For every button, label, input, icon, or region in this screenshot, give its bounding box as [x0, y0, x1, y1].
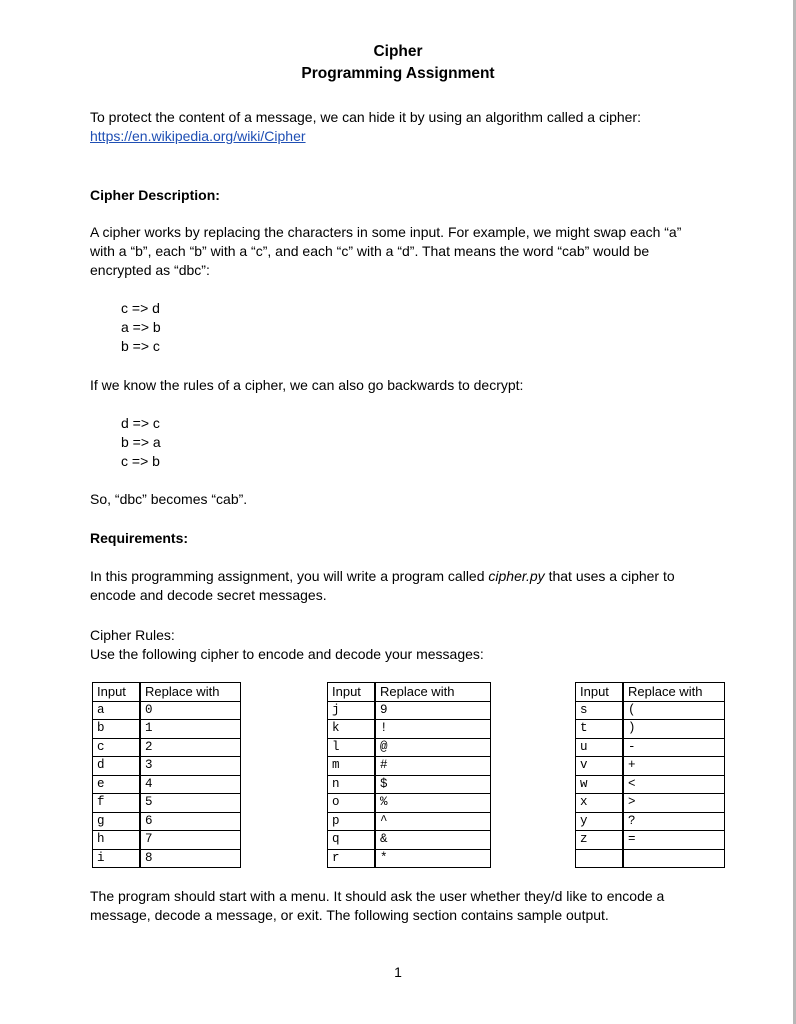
cipher-table-j-r: [327, 682, 491, 868]
input-char: j: [328, 701, 376, 720]
input-char: s: [576, 701, 624, 720]
encrypt-rules: [121, 299, 161, 356]
rule-line: a => b: [121, 319, 161, 335]
document-subtitle: Programming Assignment: [301, 65, 495, 82]
closing-line: The program should start with a menu. It should ask the user whether they/d like to encode a: [90, 888, 665, 904]
table-row: [576, 738, 725, 757]
rule-line: b => a: [121, 434, 161, 450]
table-row: [576, 775, 725, 794]
table-row: [328, 720, 491, 739]
table-row: [93, 757, 241, 776]
replacement-char: =: [623, 831, 725, 850]
rule-line: d => c: [121, 415, 160, 431]
input-char: y: [576, 812, 624, 831]
document-title: Cipher: [373, 43, 423, 60]
description-line: A cipher works by replacing the characters in some input. For example, we might swap each “a”: [90, 224, 682, 240]
replacement-char: ^: [375, 812, 491, 831]
table-row: [328, 831, 491, 850]
input-char: k: [328, 720, 376, 739]
decrypt-intro: If we know the rules of a cipher, we can also go backwards to decrypt:: [90, 377, 524, 393]
table-row: [93, 812, 241, 831]
table-header-row: [576, 683, 725, 702]
replacement-char: -: [623, 738, 725, 757]
input-char: m: [328, 757, 376, 776]
closing-line: message, decode a message, or exit. The following section contains sample output.: [90, 907, 609, 923]
table-row: [328, 812, 491, 831]
replacement-char: (: [623, 701, 725, 720]
description-paragraph: [90, 223, 730, 280]
replacement-char: *: [375, 849, 491, 868]
table-row: [328, 738, 491, 757]
replacement-char: [623, 849, 725, 868]
wikipedia-link[interactable]: https://en.wikipedia.org/wiki/Cipher: [90, 128, 306, 144]
input-char: a: [93, 701, 141, 720]
table-header-row: [328, 683, 491, 702]
input-char: p: [328, 812, 376, 831]
table-row: [93, 775, 241, 794]
requirements-paragraph: [90, 567, 730, 605]
header-replace-with: Replace with: [140, 683, 241, 702]
replacement-char: #: [375, 757, 491, 776]
rule-line: c => b: [121, 453, 160, 469]
input-char: c: [93, 738, 141, 757]
description-line: with a “b”, each “b” with a “c”, and each “c” with a “d”. That means the word “cab” would be: [90, 243, 650, 259]
replacement-char: !: [375, 720, 491, 739]
input-char: e: [93, 775, 141, 794]
replacement-char: >: [623, 794, 725, 813]
replacement-char: +: [623, 757, 725, 776]
program-filename: cipher.py: [488, 568, 545, 584]
input-char: d: [93, 757, 141, 776]
replacement-char: 9: [375, 701, 491, 720]
req-text: In this programming assignment, you will write a program called: [90, 568, 489, 584]
replacement-char: ): [623, 720, 725, 739]
input-char: f: [93, 794, 141, 813]
replacement-char: &: [375, 831, 491, 850]
table-row: [93, 794, 241, 813]
table-row: [328, 701, 491, 720]
input-char: [576, 849, 624, 868]
rules-instruction: Use the following cipher to encode and decode your messages:: [90, 646, 484, 662]
input-char: h: [93, 831, 141, 850]
replacement-char: ?: [623, 812, 725, 831]
input-char: w: [576, 775, 624, 794]
header-replace-with: Replace with: [375, 683, 491, 702]
table-row: [328, 794, 491, 813]
closing-paragraph: [90, 887, 730, 925]
table-row: [328, 775, 491, 794]
input-char: x: [576, 794, 624, 813]
page-number: 1: [394, 964, 402, 980]
input-char: g: [93, 812, 141, 831]
table-row: [93, 701, 241, 720]
replacement-char: 5: [140, 794, 241, 813]
replacement-char: 7: [140, 831, 241, 850]
description-line: encrypted as “dbc”:: [90, 262, 210, 278]
table-row: [576, 720, 725, 739]
rules-label: Cipher Rules:: [90, 627, 175, 643]
table-row: [93, 720, 241, 739]
input-char: n: [328, 775, 376, 794]
input-char: o: [328, 794, 376, 813]
replacement-char: 6: [140, 812, 241, 831]
input-char: t: [576, 720, 624, 739]
table-row: [576, 757, 725, 776]
table-row: [93, 738, 241, 757]
input-char: u: [576, 738, 624, 757]
req-text: encode and decode secret messages.: [90, 587, 327, 603]
table-header-row: [93, 683, 241, 702]
input-char: i: [93, 849, 141, 868]
input-char: r: [328, 849, 376, 868]
replacement-char: 3: [140, 757, 241, 776]
requirements-heading: Requirements:: [90, 530, 189, 546]
replacement-char: 8: [140, 849, 241, 868]
header-input: Input: [576, 683, 624, 702]
so-line: So, “dbc” becomes “cab”.: [90, 491, 248, 507]
table-row: [328, 757, 491, 776]
replacement-char: 4: [140, 775, 241, 794]
header-input: Input: [328, 683, 376, 702]
input-char: b: [93, 720, 141, 739]
table-row: [576, 701, 725, 720]
replacement-char: 0: [140, 701, 241, 720]
cipher-table-a-i: [92, 682, 241, 868]
decrypt-rules: [121, 414, 161, 471]
input-char: l: [328, 738, 376, 757]
table-row: [576, 812, 725, 831]
replacement-char: $: [375, 775, 491, 794]
cipher-table-s-z: [575, 682, 725, 868]
table-row: [576, 831, 725, 850]
header-replace-with: Replace with: [623, 683, 725, 702]
replacement-char: 2: [140, 738, 241, 757]
replacement-char: %: [375, 794, 491, 813]
input-char: v: [576, 757, 624, 776]
input-char: q: [328, 831, 376, 850]
replacement-char: 1: [140, 720, 241, 739]
header-input: Input: [93, 683, 141, 702]
table-row: [93, 849, 241, 868]
rule-line: b => c: [121, 338, 160, 354]
rule-line: c => d: [121, 300, 160, 316]
replacement-char: @: [375, 738, 491, 757]
replacement-char: <: [623, 775, 725, 794]
input-char: z: [576, 831, 624, 850]
table-row: [328, 849, 491, 868]
table-row: [93, 831, 241, 850]
description-heading: Cipher Description:: [90, 187, 220, 203]
req-text: that uses a cipher to: [544, 568, 675, 584]
table-row: [576, 794, 725, 813]
intro-text: To protect the content of a message, we can hide it by using an algorithm called a cipher:: [90, 109, 641, 125]
table-row: [576, 849, 725, 868]
